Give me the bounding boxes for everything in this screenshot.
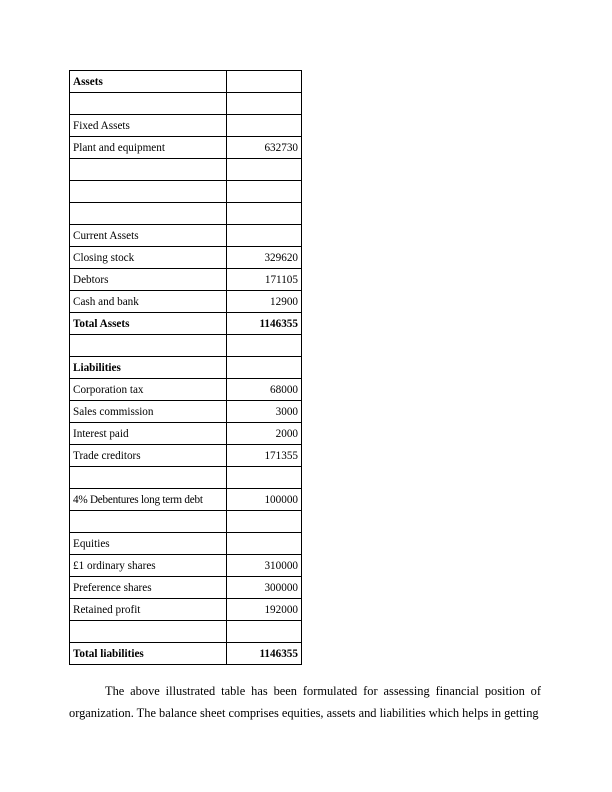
table-cell-value: 2000 (227, 423, 302, 445)
table-cell-label: Cash and bank (70, 291, 227, 313)
table-row (70, 159, 302, 181)
table-cell-label: Liabilities (70, 357, 227, 379)
table-row (70, 423, 302, 445)
body-paragraph: The above illustrated table has been formulated for assessing financial position of organization. The balance sheet comprises equities, assets and liabilities which helps in getting (69, 684, 541, 721)
table-row (70, 555, 302, 577)
table-cell-value: 100000 (227, 489, 302, 511)
table-row (70, 467, 302, 489)
table-cell-label: 4% Debentures long term debt (70, 489, 227, 511)
table-cell-label: Interest paid (70, 423, 227, 445)
table-cell-label: Preference shares (70, 577, 227, 599)
table-cell-label: Debtors (70, 269, 227, 291)
table-cell-value: 12900 (227, 291, 302, 313)
table-cell-value (227, 71, 302, 93)
table-cell-value (227, 621, 302, 643)
table-row (70, 379, 302, 401)
table-cell-value: 329620 (227, 247, 302, 269)
table-cell-value: 171105 (227, 269, 302, 291)
table-cell-label (70, 621, 227, 643)
table-cell-label: Plant and equipment (70, 137, 227, 159)
table-cell-label: Closing stock (70, 247, 227, 269)
table-cell-label: Assets (70, 71, 227, 93)
table-cell-value: 632730 (227, 137, 302, 159)
table-cell-label: Equities (70, 533, 227, 555)
table-cell-label: Fixed Assets (70, 115, 227, 137)
table-row (70, 269, 302, 291)
table-cell-label: £1 ordinary shares (70, 555, 227, 577)
table-cell-label (70, 511, 227, 533)
table-row (70, 511, 302, 533)
table-cell-value: 310000 (227, 555, 302, 577)
table-row (70, 181, 302, 203)
table-row (70, 357, 302, 379)
table-row (70, 93, 302, 115)
table-row (70, 577, 302, 599)
table-row (70, 291, 302, 313)
table-row (70, 401, 302, 423)
table-row (70, 643, 302, 665)
table-cell-value (227, 533, 302, 555)
table-cell-value (227, 93, 302, 115)
table-row (70, 115, 302, 137)
table-cell-value: 171355 (227, 445, 302, 467)
table-cell-label: Corporation tax (70, 379, 227, 401)
table-cell-value (227, 467, 302, 489)
table-cell-label: Current Assets (70, 225, 227, 247)
table-cell-value: 3000 (227, 401, 302, 423)
table-cell-value (227, 511, 302, 533)
table-cell-label (70, 467, 227, 489)
table-cell-label: Trade creditors (70, 445, 227, 467)
table-row (70, 137, 302, 159)
balance-sheet-table-body (70, 71, 302, 665)
table-cell-value (227, 335, 302, 357)
table-row (70, 71, 302, 93)
table-cell-label (70, 203, 227, 225)
table-row (70, 335, 302, 357)
table-row (70, 621, 302, 643)
table-cell-label: Retained profit (70, 599, 227, 621)
table-row (70, 533, 302, 555)
table-row (70, 599, 302, 621)
table-cell-label: Sales commission (70, 401, 227, 423)
table-row (70, 247, 302, 269)
table-cell-value (227, 203, 302, 225)
table-cell-label (70, 159, 227, 181)
table-cell-label (70, 335, 227, 357)
table-cell-value: 192000 (227, 599, 302, 621)
table-cell-value (227, 115, 302, 137)
table-cell-value (227, 181, 302, 203)
table-cell-value: 300000 (227, 577, 302, 599)
balance-sheet-table (69, 70, 302, 665)
table-cell-value: 68000 (227, 379, 302, 401)
table-cell-value (227, 159, 302, 181)
table-cell-label: Total Assets (70, 313, 227, 335)
table-cell-label: Total liabilities (70, 643, 227, 665)
table-cell-label (70, 181, 227, 203)
table-cell-value (227, 225, 302, 247)
table-row (70, 203, 302, 225)
table-cell-value: 1146355 (227, 643, 302, 665)
table-cell-value: 1146355 (227, 313, 302, 335)
table-cell-label (70, 93, 227, 115)
table-row (70, 445, 302, 467)
table-row (70, 225, 302, 247)
table-row (70, 489, 302, 511)
table-cell-value (227, 357, 302, 379)
table-row (70, 313, 302, 335)
